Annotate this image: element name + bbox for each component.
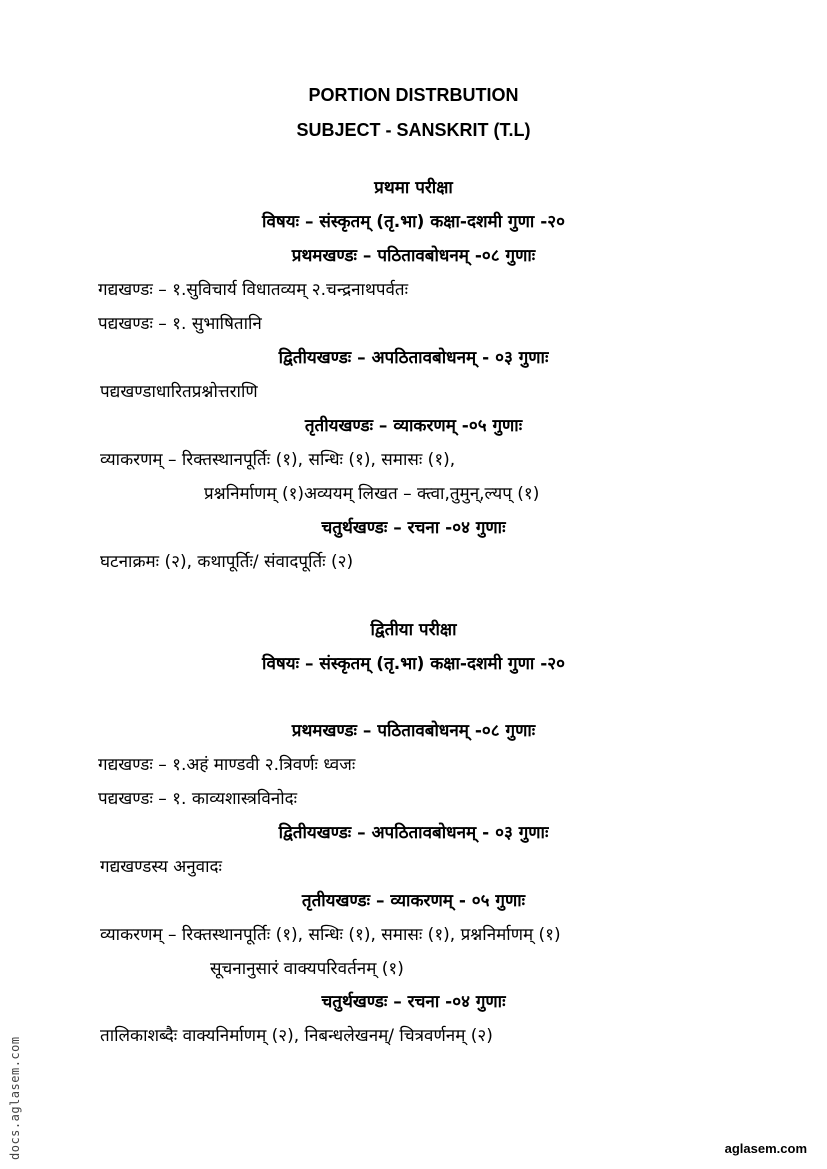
exam2-gadya-line: गद्यखण्डः – १.अहं माण्डवी २.त्रिवर्णः ध्वजः (98, 755, 356, 775)
exam2-section1-heading: प्रथमखण्डः – पठितावबोधनम् -०८ गुणाः (291, 721, 536, 741)
exam1-section2-heading: द्वितीयखण्डः – अपठितावबोधनम् - ०३ गुणाः (278, 348, 549, 368)
exam2-heading: द्वितीया परीक्षा (370, 620, 457, 640)
exam1-section2-content: पद्यखण्डाधारितप्रश्नोत्तराणि (100, 382, 258, 402)
exam1-section4-heading: चतुर्थखण्डः – रचना -०४ गुणाः (321, 518, 506, 538)
exam1-section1-heading: प्रथमखण्डः – पठितावबोधनम् -०८ गुणाः (291, 246, 536, 266)
exam1-section3-heading: तृतीयखण्डः – व्याकरणम् -०५ गुणाः (304, 416, 523, 436)
footer-brand: aglasem.com (724, 1141, 807, 1156)
exam1-section4-content: घटनाक्रमः (२), कथापूर्तिः/ संवादपूर्तिः (२) (100, 552, 354, 572)
exam1-subject-line: विषयः – संस्कृतम् (तृ.भा) कक्षा-दशमी गुणा -२० (262, 212, 565, 232)
exam2-subject-line: विषयः – संस्कृतम् (तृ.भा) कक्षा-दशमी गुणा -२० (262, 654, 565, 674)
exam2-grammar-line2: सूचनानुसारं वाक्यपरिवर्तनम् (१) (210, 959, 404, 979)
exam1-gadya-line: गद्यखण्डः – १.सुविचार्य विधातव्यम् २.चन्द्रनाथपर्वतः (98, 280, 409, 300)
exam2-grammar-line1: व्याकरणम् – रिक्तस्थानपूर्तिः (१), सन्धिः (१), समासः (१), प्रश्ननिर्माणम् (१) (100, 925, 561, 945)
exam2-section2-content: गद्यखण्डस्य अनुवादः (100, 857, 222, 877)
side-watermark: docs.aglasem.com (8, 1036, 22, 1160)
exam2-section4-content: तालिकाशब्दैः वाक्यनिर्माणम् (२), निबन्धलेखनम्/ चित्रवर्णनम् (२) (100, 1026, 493, 1046)
exam2-section3-heading: तृतीयखण्डः – व्याकरणम् - ०५ गुणाः (301, 891, 526, 911)
exam2-section2-heading: द्वितीयखण्डः – अपठितावबोधनम् - ०३ गुणाः (278, 823, 549, 843)
exam2-section4-heading: चतुर्थखण्डः – रचना -०४ गुणाः (321, 992, 506, 1012)
exam2-padya-line: पद्यखण्डः – १. काव्यशास्त्रविनोदः (98, 789, 298, 809)
exam1-grammar-line2: प्रश्ननिर्माणम् (१)अव्ययम् लिखत – क्त्वा,तुमुन्,ल्यप् (१) (204, 484, 540, 504)
document-title: PORTION DISTRBUTION (308, 85, 519, 105)
exam1-grammar-line1: व्याकरणम् – रिक्तस्थानपूर्तिः (१), सन्धिः (१), समासः (१), (100, 450, 456, 470)
document-subject: SUBJECT - SANSKRIT (T.L) (296, 120, 531, 140)
exam1-padya-line: पद्यखण्डः – १. सुभाषितानि (98, 314, 262, 334)
exam1-heading: प्रथमा परीक्षा (374, 178, 453, 198)
